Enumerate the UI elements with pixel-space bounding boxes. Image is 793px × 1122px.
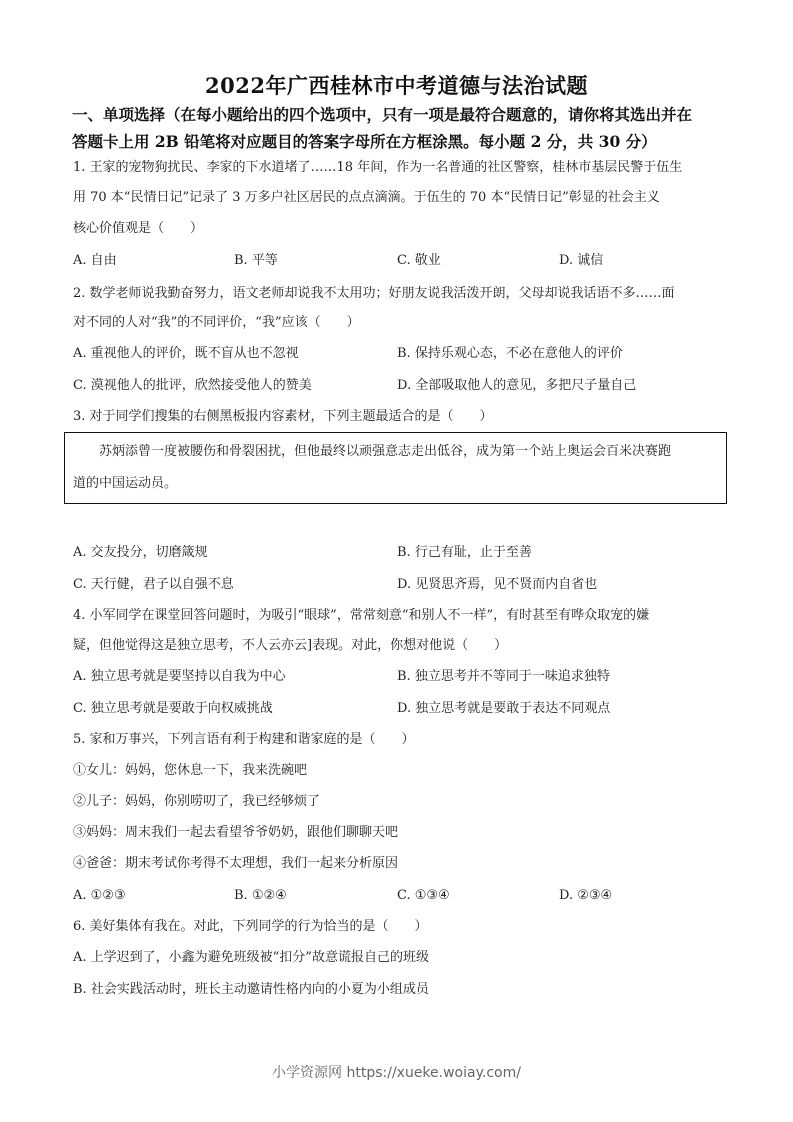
option-b: B. 平等 <box>234 253 278 268</box>
option-d: D. 见贤思齐焉，见不贤而内自省也 <box>397 577 598 592</box>
question-stem-line: 核心价值观是（ ） <box>73 221 204 236</box>
question-stem-line: 4. 小军同学在课堂回答问题时，为吸引“眼球”，常常刻意“和别人不一样”，有时甚至有哗众取宠的嫌 <box>73 608 650 623</box>
question-stem-line: 用 70 本“民情日记”记录了 3 万多户社区居民的点点滴滴。于伍生的 70 本“民情日记”彰显的社会主义 <box>73 190 660 205</box>
question-stem-line: 5. 家和万事兴，下列言语有利于构建和谐家庭的是（ ） <box>73 732 415 747</box>
question-stem-line: 疑，但他觉得这是独立思考，不人云亦云]表现。对此，你想对他说（ ） <box>73 638 508 653</box>
statement-3: ③妈妈：周末我们一起去看望爷爷奶奶，跟他们聊聊天吧 <box>73 825 399 840</box>
material-box <box>64 432 727 504</box>
question-stem-line: 3. 对于同学们搜集的右侧黑板报内容素材，下列主题最适合的是（ ） <box>73 409 493 424</box>
section-header-line-1: 一、单项选择（在每小题给出的四个选项中，只有一项是最符合题意的，请你将其选出并在 <box>72 105 693 124</box>
option-c: C. 独立思考就是要敢于向权威挑战 <box>73 701 273 716</box>
option-b: B. 保持乐观心态，不必在意他人的评价 <box>397 346 623 361</box>
option-b: B. 行己有耻，止于至善 <box>397 545 532 560</box>
material-line: 道的中国运动员。 <box>73 476 178 491</box>
option-a: A. 自由 <box>73 253 117 268</box>
option-c: C. 天行健，君子以自强不息 <box>73 577 234 592</box>
question-stem-line: 1. 王家的宠物狗扰民、李家的下水道堵了……18 年间，作为一名普通的社区警察，桂林市基层民警于伍生 <box>73 160 683 175</box>
question-stem-line: 2. 数学老师说我勤奋努力，语文老师却说我不太用功；好朋友说我活泼开朗，父母却说我话语不多……面 <box>73 286 675 301</box>
option-b: B. 社会实践活动时，班长主动邀请性格内向的小夏为小组成员 <box>73 982 429 997</box>
footer-watermark: 小学资源网 https://xueke.woiay.com/ <box>272 1065 521 1081</box>
option-a: A. 交友投分，切磨箴规 <box>73 545 208 560</box>
section-header <box>72 101 732 155</box>
option-b: B. 独立思考并不等同于一味追求独特 <box>397 669 610 684</box>
statement-4: ④爸爸：期末考试你考得不太理想，我们一起来分析原因 <box>73 856 399 871</box>
question-stem-line: 对不同的人对“我”的不同评价，“我”应该（ ） <box>73 315 360 330</box>
option-c: C. ①③④ <box>397 888 450 903</box>
option-b: B. ①②④ <box>234 888 287 903</box>
question-stem-line: 6. 美好集体有我在。对此，下列同学的行为恰当的是（ ） <box>73 919 428 934</box>
option-a: A. 上学迟到了，小鑫为避免班级被“扣分”故意谎报自己的班级 <box>73 950 429 965</box>
material-line: 苏炳添曾一度被腰伤和骨裂困扰，但他最终以顽强意志走出低谷，成为第一个站上奥运会百米决赛跑 <box>99 444 672 459</box>
option-d: D. ②③④ <box>559 888 613 903</box>
option-d: D. 全部吸取他人的意见，多把尺子量自己 <box>397 378 637 393</box>
option-c: C. 敬业 <box>397 253 441 268</box>
option-a: A. 重视他人的评价，既不盲从也不忽视 <box>73 346 299 361</box>
option-d: D. 独立思考就是要敢于表达不同观点 <box>397 701 611 716</box>
statement-2: ②儿子：妈妈，你别唠叨了，我已经够烦了 <box>73 794 321 809</box>
option-d: D. 诚信 <box>559 253 604 268</box>
option-a: A. 独立思考就是要坚持以自我为中心 <box>73 669 286 684</box>
option-c: C. 漠视他人的批评，欣然接受他人的赞美 <box>73 378 312 393</box>
option-a: A. ①②③ <box>73 888 126 903</box>
section-header-line-2: 答题卡上用 2B 铅笔将对应题目的答案字母所在方框涂黑。每小题 2 分，共 30 分） <box>72 132 657 151</box>
page-title: 2022年广西桂林市中考道德与法治试题 <box>205 73 588 98</box>
statement-1: ①女儿：妈妈，您休息一下，我来洗碗吧 <box>73 763 308 778</box>
